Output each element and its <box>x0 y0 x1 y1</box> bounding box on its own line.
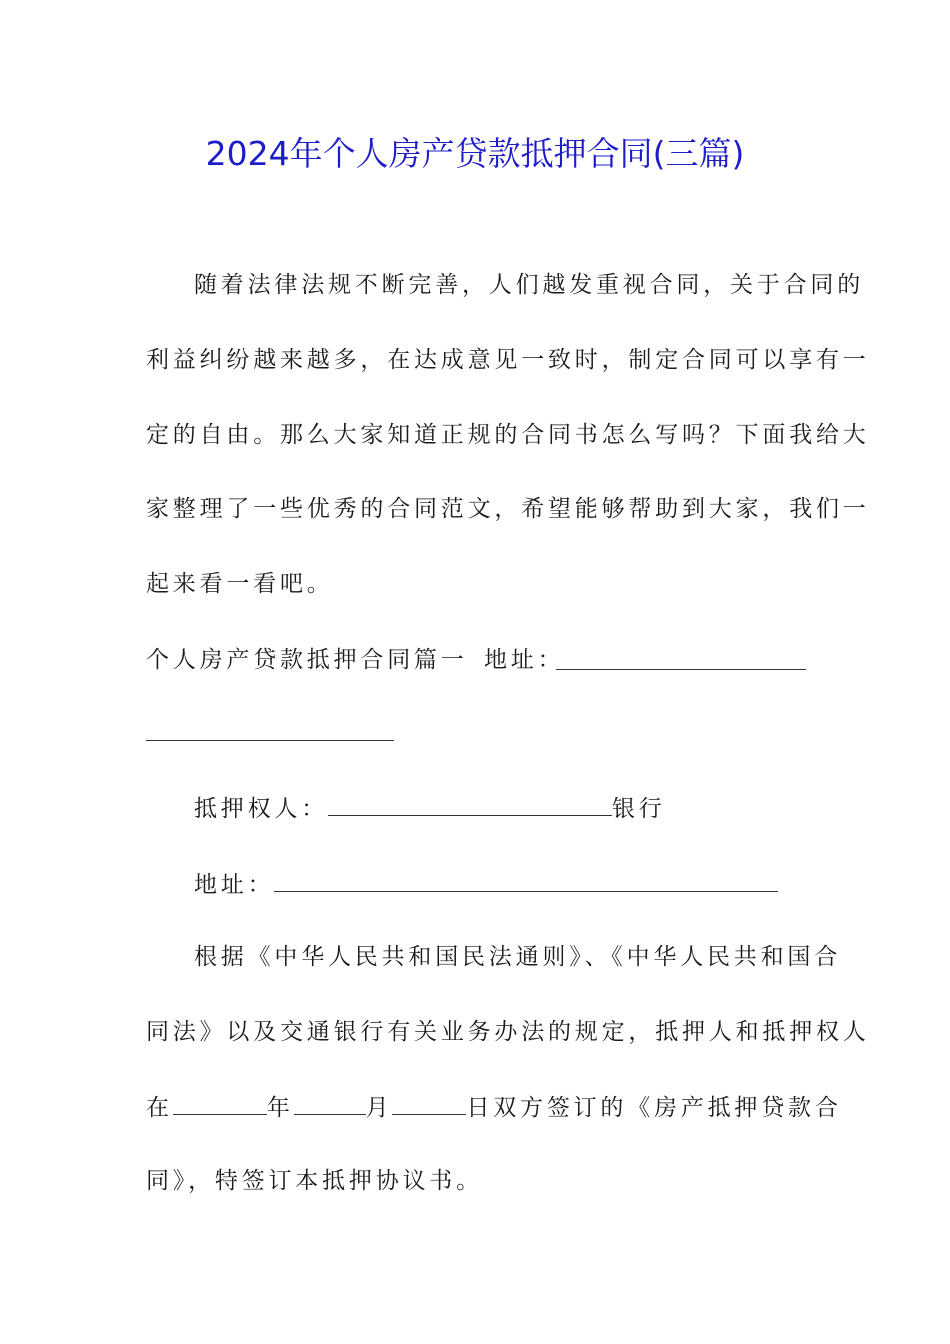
basis-line-1: 根据《中华人民共和国民法通则》、《中华人民共和国合 <box>194 944 841 970</box>
address-label-2: 地址： <box>194 872 275 898</box>
day-blank <box>392 1092 466 1115</box>
basis-line-3 <box>146 1092 842 1123</box>
section-heading: 个人房产贷款抵押合同篇一 <box>146 647 468 673</box>
basis-line-2: 同法》以及交通银行有关业务办法的规定，抵押人和抵押权人 <box>146 1019 870 1045</box>
mortgagee-label: 抵押权人： <box>194 796 328 822</box>
year-label: 年 <box>266 1095 294 1121</box>
address-line-2 <box>194 869 778 900</box>
mortgagee-blank <box>328 793 612 816</box>
intro-line-2: 利益纠纷越来越多，在达成意见一致时，制定合同可以享有一 <box>146 347 870 373</box>
intro-line-1: 随着法律法规不断完善，人们越发重视合同，关于合同的 <box>194 272 864 298</box>
intro-line-5: 起来看一看吧。 <box>146 571 334 597</box>
year-blank <box>173 1092 267 1115</box>
mortgagee-line <box>194 793 666 824</box>
month-blank <box>294 1092 366 1115</box>
intro-line-3: 定的自由。那么大家知道正规的合同书怎么写吗？下面我给大 <box>146 422 870 448</box>
document-title: 2024年个人房产贷款抵押合同(三篇) <box>205 134 745 173</box>
intro-line-4: 家整理了一些优秀的合同范文，希望能够帮助到大家，我们一 <box>146 496 870 522</box>
date-prefix: 在 <box>146 1095 173 1121</box>
basis-line-4: 同》，特签订本抵押协议书。 <box>146 1168 483 1194</box>
month-label: 月 <box>365 1095 393 1121</box>
date-suffix: 日双方签订的《房产抵押贷款合 <box>466 1095 842 1121</box>
mortgagee-suffix: 银行 <box>612 796 666 822</box>
address-blank-1-continued <box>146 740 394 741</box>
address-label-1: 地址： <box>484 647 565 673</box>
address-blank-1 <box>556 669 806 670</box>
address-blank-2 <box>274 869 778 892</box>
